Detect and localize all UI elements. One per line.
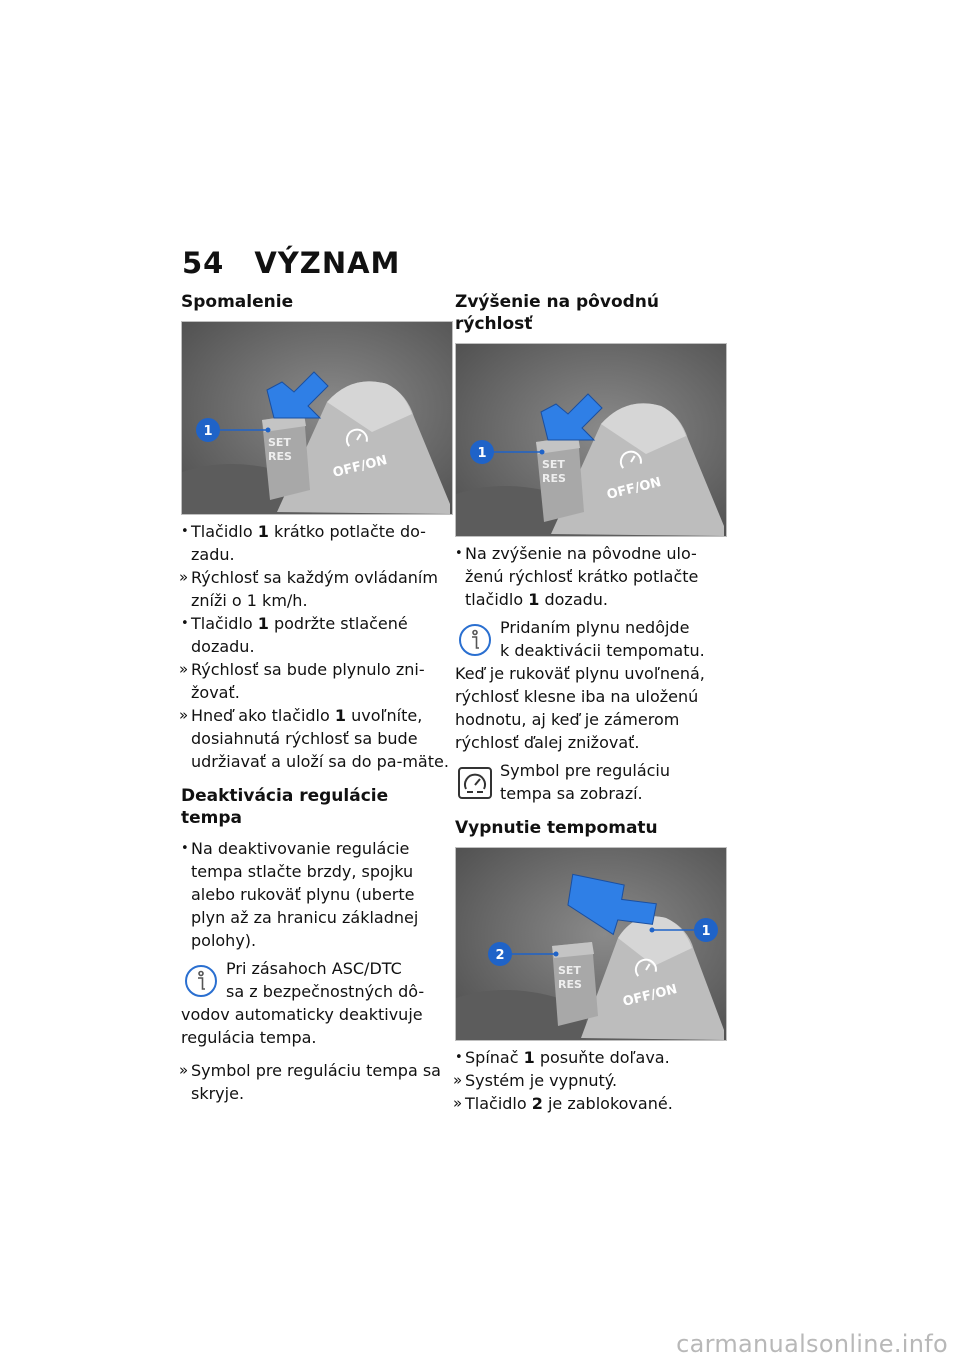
list-item: » Tlačidlo 2 je zablokované. bbox=[453, 1094, 673, 1113]
figure-switch-off bbox=[455, 847, 727, 1041]
info-note: Pri zásahoch ASC/DTC sa z bezpečnostných dô- vodov automaticky deaktivuje regulácia tempa. bbox=[181, 959, 425, 1047]
steps-deactivation-result bbox=[181, 1059, 453, 1105]
list-item: » Hneď ako tlačidlo 1 uvoľníte, dosiahnutá rýchlosť sa bude udržiavať a uloží sa do pa-mäte. bbox=[179, 706, 449, 771]
steps-deactivation bbox=[181, 837, 453, 952]
offon-label: OFF/ON bbox=[331, 452, 389, 481]
list-item: » Rýchlosť sa bude plynulo zni-žovať. bbox=[179, 660, 425, 702]
page-title: VÝZNAM bbox=[254, 246, 401, 280]
cruise-switch-illustration bbox=[456, 344, 726, 536]
list-item: • Na zvýšenie na pôvodne ulo-ženú rýchlosť krátko potlačte tlačidlo 1 dozadu. bbox=[455, 544, 699, 609]
res-label: RES bbox=[558, 978, 582, 991]
list-item: • Spínač 1 posuňte doľava. bbox=[455, 1048, 670, 1067]
cruise-control-symbol-icon bbox=[457, 765, 493, 801]
offon-label: OFF/ON bbox=[621, 981, 679, 1010]
list-item: • Tlačidlo 1 krátko potlačte do-zadu. bbox=[181, 522, 426, 564]
callout-1-number: 1 bbox=[477, 446, 487, 461]
right-column bbox=[455, 291, 727, 1115]
res-label: RES bbox=[542, 472, 566, 485]
list-item: » Symbol pre reguláciu tempa sa skryje. bbox=[179, 1061, 441, 1103]
symbol-note: Symbol pre reguláciu tempa sa zobrazí. bbox=[455, 759, 727, 805]
section-title-deactivation: Deaktivácia regulácie tempa bbox=[181, 786, 389, 828]
info-note: Pridaním plynu nedôjde k deaktivácii tempomatu. Keď je rukoväť plynu uvoľnená, rýchlosť klesne iba na uloženú hodnotu, aj keď je zámerom rýchlosť ďalej znižovať. bbox=[455, 618, 705, 752]
section-title-resume: Zvýšenie na pôvodnú rýchlosť bbox=[455, 292, 659, 334]
cruise-switch-illustration bbox=[456, 848, 726, 1040]
steps-slowing bbox=[181, 520, 453, 773]
callout-1-number: 1 bbox=[701, 924, 711, 939]
list-item: » Systém je vypnutý. bbox=[453, 1071, 618, 1090]
list-item: » Rýchlosť sa každým ovládaním zníži o 1 km/h. bbox=[179, 568, 438, 610]
offon-label: OFF/ON bbox=[605, 474, 663, 503]
section-title-switch-off: Vypnutie tempomatu bbox=[455, 818, 658, 838]
info-icon bbox=[183, 963, 219, 999]
section-title-slowing: Spomalenie bbox=[181, 292, 294, 312]
list-item: • Na deaktivovanie regulácie tempa stlačte brzdy, spojku alebo rukoväť plynu (uberte plyn až za hranicu základnej polohy). bbox=[181, 839, 419, 950]
watermark: carmanualsonline.info bbox=[676, 1330, 948, 1358]
info-icon bbox=[457, 622, 493, 658]
page-header bbox=[182, 246, 400, 280]
set-label: SET bbox=[542, 458, 565, 471]
cruise-switch-illustration bbox=[182, 322, 452, 514]
callout-1-number: 1 bbox=[203, 424, 213, 439]
res-label: RES bbox=[268, 450, 292, 463]
steps-switch-off bbox=[455, 1046, 727, 1115]
page-number: 54 bbox=[182, 246, 225, 280]
figure-slowing bbox=[181, 321, 453, 515]
figure-resume bbox=[455, 343, 727, 537]
left-column bbox=[181, 291, 453, 1105]
set-label: SET bbox=[558, 964, 581, 977]
set-label: SET bbox=[268, 436, 291, 449]
list-item: • Tlačidlo 1 podržte stlačené dozadu. bbox=[181, 614, 408, 656]
steps-resume bbox=[455, 542, 727, 611]
callout-2-number: 2 bbox=[495, 948, 505, 963]
